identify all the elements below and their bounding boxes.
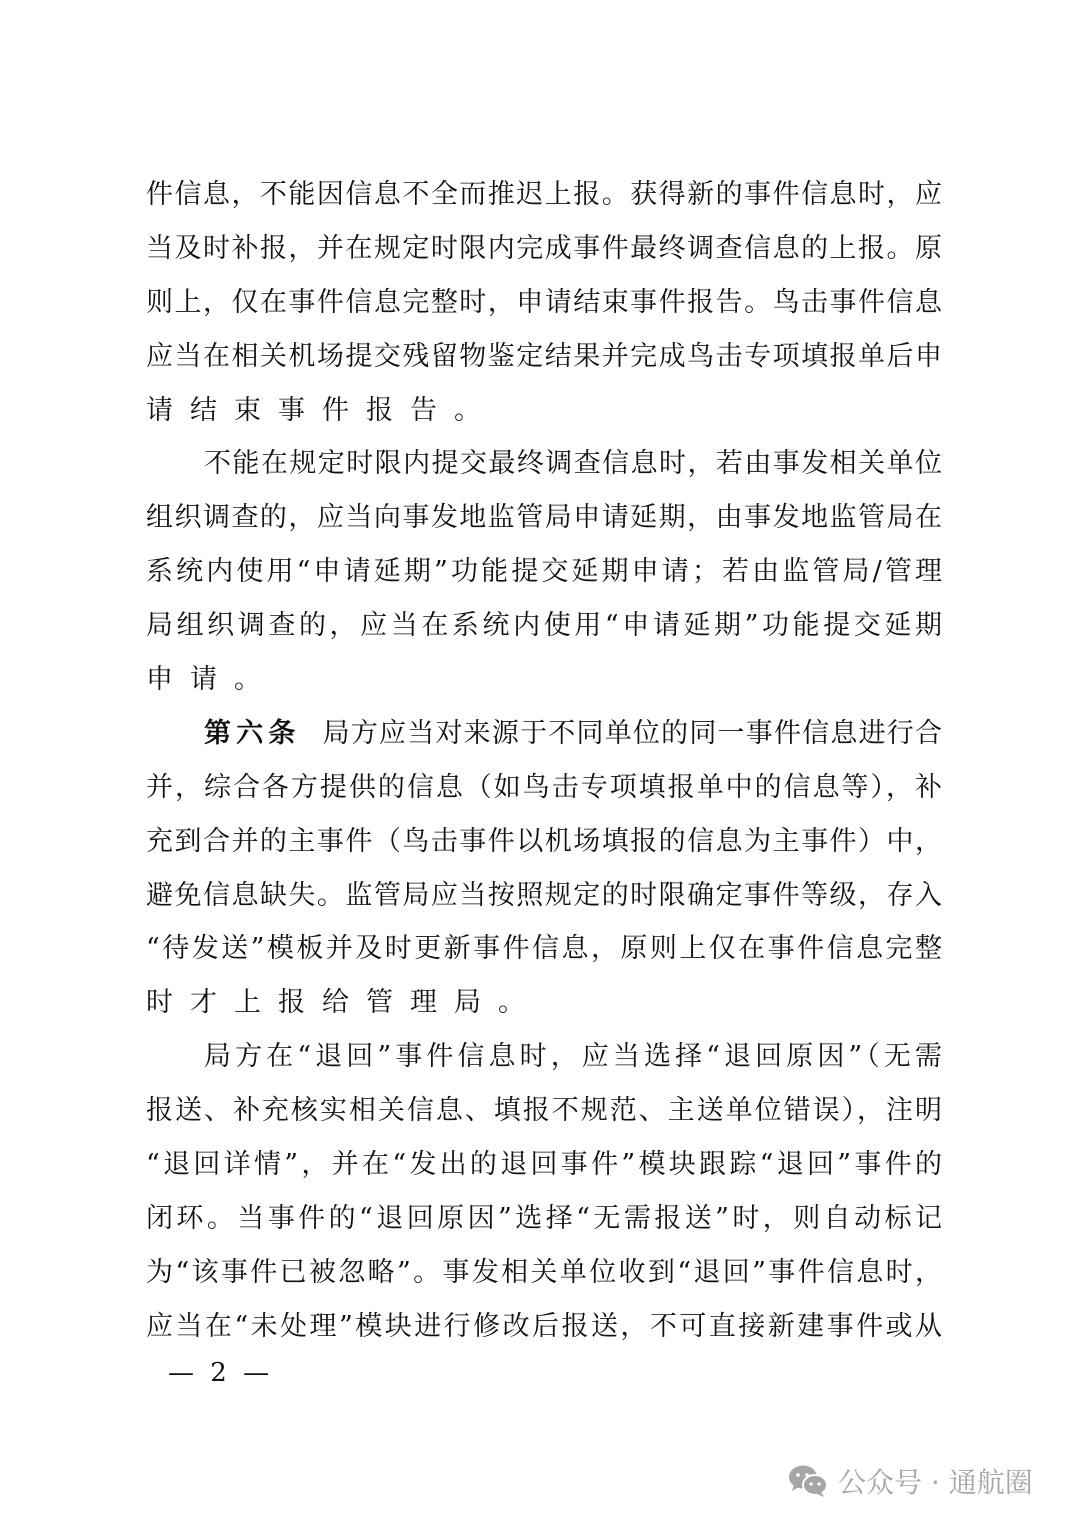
- paragraph-4: [146, 1030, 942, 1353]
- text-line: 请结束事件报告。: [146, 394, 498, 426]
- text-line: 应当在相关机场提交残留物鉴定结果并完成鸟击专项填报单后申: [146, 340, 942, 372]
- text-line: 应当在“未处理”模块进行修改后报送，不可直接新建事件或从: [146, 1310, 942, 1342]
- text-line: 充到合并的主事件（鸟击事件以机场填报的信息为主事件）中，: [146, 825, 942, 857]
- text-line: 局方在“退回”事件信息时，应当选择“退回原因”（无需: [204, 1041, 942, 1073]
- text-line: 闭环。当事件的“退回原因”选择“无需报送”时，则自动标记: [146, 1202, 942, 1234]
- text-line: “待发送”模板并及时更新事件信息，原则上仅在事件信息完整: [146, 933, 942, 965]
- document-body: [146, 168, 942, 1354]
- text-line: 局组织调查的，应当在系统内使用“申请延期”功能提交延期: [146, 610, 942, 642]
- wechat-icon: [788, 1464, 828, 1498]
- page-number: — 2 —: [168, 1358, 274, 1388]
- text-line: [146, 707, 942, 761]
- paragraph-2: [146, 437, 942, 706]
- article-heading: 第六条: [204, 717, 301, 749]
- paragraph-1: [146, 168, 942, 437]
- text-line: “退回详情”，并在“发出的退回事件”模块跟踪“退回”事件的: [146, 1149, 942, 1181]
- text-line: 系统内使用“申请延期”功能提交延期申请；若由监管局/管理: [146, 556, 942, 588]
- text-line: 件信息，不能因信息不全而推迟上报。获得新的事件信息时，应: [146, 179, 942, 210]
- text-line: 为“该事件已被忽略”。事发相关单位收到“退回”事件信息时，: [146, 1256, 942, 1288]
- text-line: 申请。: [146, 664, 278, 696]
- text-span: 局方应当对来源于不同单位的同一事件信息进行合: [322, 717, 942, 749]
- text-line: 报送、补充核实相关信息、填报不规范、主送单位错误），注明: [146, 1095, 942, 1127]
- paragraph-article-6: [146, 707, 942, 1030]
- watermark-text: 公众号 · 通航圈: [838, 1466, 1033, 1499]
- text-line: 不能在规定时限内提交最终调查信息时，若由事发相关单位: [204, 448, 942, 480]
- text-line: 避免信息缺失。监管局应当按照规定的时限确定事件等级，存入: [146, 879, 942, 911]
- watermark: [788, 1461, 1033, 1501]
- text-line: 组织调查的，应当向事发地监管局申请延期，由事发地监管局在: [146, 502, 942, 534]
- text-line: 时才上报给管理局。: [146, 987, 542, 1019]
- text-line: 当及时补报，并在规定时限内完成事件最终调查信息的上报。原: [146, 232, 942, 264]
- text-line: 则上，仅在事件信息完整时，申请结束事件报告。鸟击事件信息: [146, 286, 942, 318]
- text-line: 并，综合各方提供的信息（如鸟击专项填报单中的信息等），补: [146, 771, 942, 803]
